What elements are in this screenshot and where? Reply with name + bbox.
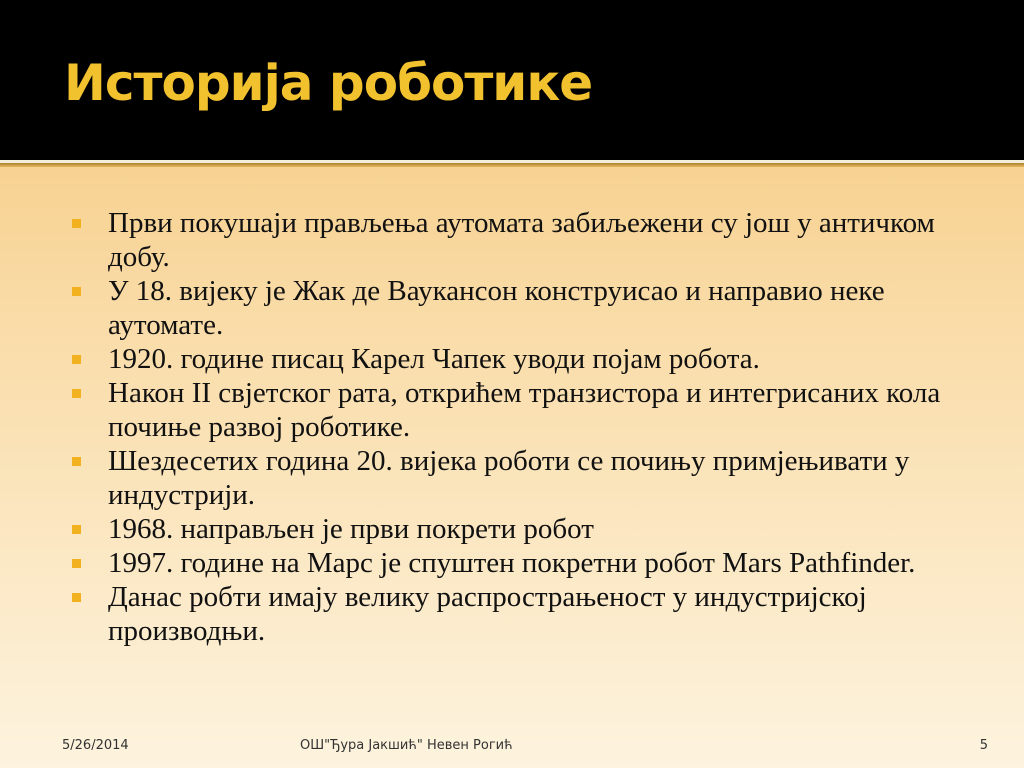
bullet-text: Данас робти имају велику распрострањеност у индустријској производњи.: [108, 581, 867, 647]
bullet-item: [72, 512, 962, 546]
square-bullet-icon: [72, 389, 81, 398]
title-divider-shadow: [0, 163, 1024, 167]
title-bar: [0, 0, 1024, 160]
bullet-text: Након II свјетског рата, открићем транзистора и интегрисаних кола почиње развој роботике.: [108, 377, 941, 443]
bullet-text: 1968. направљен је први покрети робот: [108, 513, 594, 545]
bullet-item: [72, 274, 962, 342]
square-bullet-icon: [72, 219, 81, 228]
bullet-text: Шездесетих година 20. вијека роботи се почињу примјењивати у индустрији.: [108, 445, 910, 511]
bullet-text: 1920. године писац Карел Чапек уводи појам робота.: [108, 343, 760, 375]
bullet-list: [72, 206, 962, 648]
bullet-item: [72, 342, 962, 376]
square-bullet-icon: [72, 287, 81, 296]
bullet-item: [72, 444, 962, 512]
footer-date: 5/26/2014: [62, 738, 129, 753]
bullet-item: [72, 206, 962, 274]
bullet-text: Први покушаји прављења аутомата забиљежени су још у античком добу.: [108, 207, 935, 273]
footer-author: ОШ"Ђура Јакшић" Невен Рогић: [300, 738, 513, 753]
bullet-item: [72, 580, 962, 648]
bullet-text: У 18. вијеку је Жак де Ваукансон конструисао и направио неке аутомате.: [108, 275, 885, 341]
bullet-item: [72, 376, 962, 444]
square-bullet-icon: [72, 525, 81, 534]
square-bullet-icon: [72, 593, 81, 602]
square-bullet-icon: [72, 355, 81, 364]
page-number: 5: [979, 738, 988, 753]
slide-title: Историја роботике: [64, 54, 593, 112]
square-bullet-icon: [72, 457, 81, 466]
square-bullet-icon: [72, 559, 81, 568]
bullet-text: 1997. године на Марс је спуштен покретни робот Mars Pathfinder.: [108, 547, 916, 579]
bullet-item: [72, 546, 962, 580]
